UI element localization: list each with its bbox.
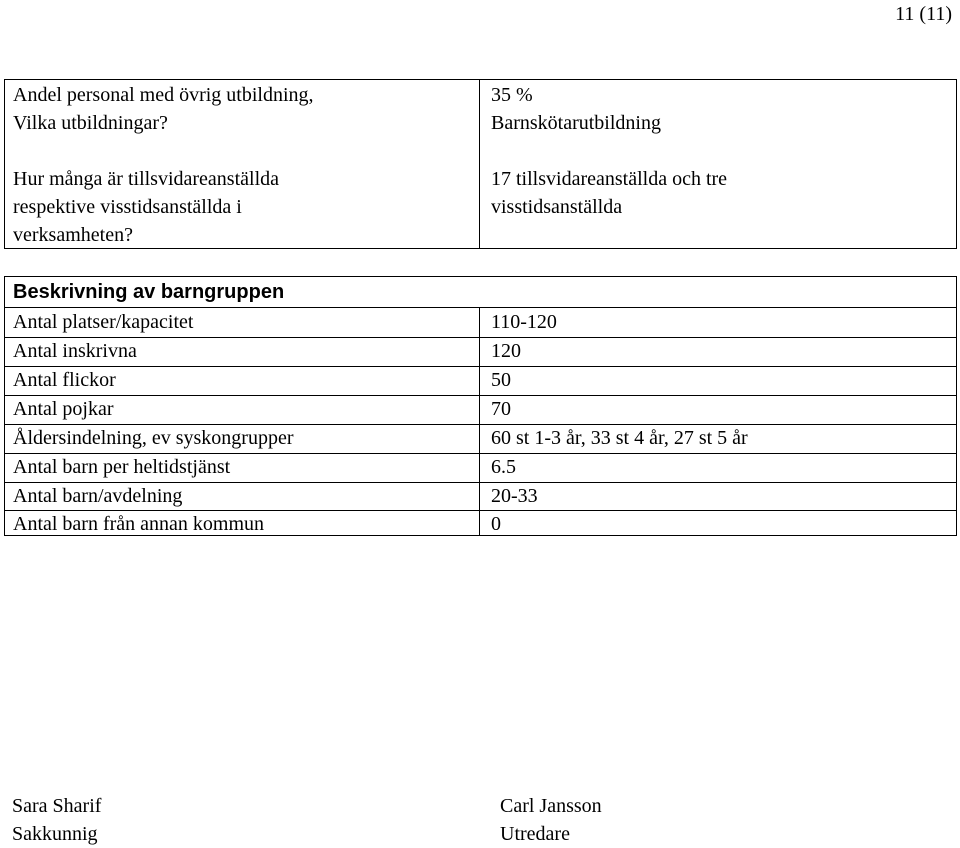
row-label: Antal pojkar [13, 398, 114, 420]
signer-name: Sara Sharif [12, 795, 102, 817]
table-row [5, 510, 956, 539]
table-row [5, 337, 956, 366]
row-value: 60 st 1-3 år, 33 st 4 år, 27 st 5 år [491, 427, 748, 449]
other-education-answer: 35 % Barnskötarutbildning [491, 84, 661, 134]
row-label: Antal barn/avdelning [13, 485, 183, 507]
signature-left [12, 792, 101, 848]
signer-name: Carl Jansson [500, 795, 602, 817]
signer-title: Sakkunnig [12, 823, 98, 845]
row-label: Antal barn per heltidstjänst [13, 456, 231, 478]
signature-right [500, 792, 602, 848]
table-row [5, 453, 956, 482]
column-divider [479, 80, 480, 248]
table-row [5, 308, 956, 337]
employment-question: Hur många är tillsvidareanställda respektive visstidsanställda i verksamheten? [13, 168, 280, 246]
staff-table [4, 79, 957, 249]
child-group-table [4, 276, 957, 536]
table-row [5, 395, 956, 424]
row-value: 120 [491, 340, 521, 362]
row-label: Antal platser/kapacitet [13, 311, 194, 333]
table-row [5, 482, 956, 511]
signer-title: Utredare [500, 823, 570, 845]
table-row [5, 424, 956, 453]
row-value: 70 [491, 398, 511, 420]
table-row [5, 366, 956, 395]
row-label: Åldersindelning, ev syskongrupper [13, 427, 294, 449]
page-number: 11 (11) [895, 3, 952, 25]
row-label: Antal flickor [13, 369, 116, 391]
row-value: 50 [491, 369, 511, 391]
section-heading: Beskrivning av barngruppen [13, 281, 285, 303]
row-value: 110-120 [491, 311, 557, 333]
row-value: 20-33 [491, 485, 538, 507]
employment-answer: 17 tillsvidareanställda och tre visstidsanställda [491, 168, 728, 218]
other-education-question: Andel personal med övrig utbildning, Vilka utbildningar? [13, 84, 314, 134]
row-value: 0 [491, 513, 501, 535]
row-value: 6.5 [491, 456, 516, 478]
row-label: Antal inskrivna [13, 340, 137, 362]
row-label: Antal barn från annan kommun [13, 513, 265, 535]
